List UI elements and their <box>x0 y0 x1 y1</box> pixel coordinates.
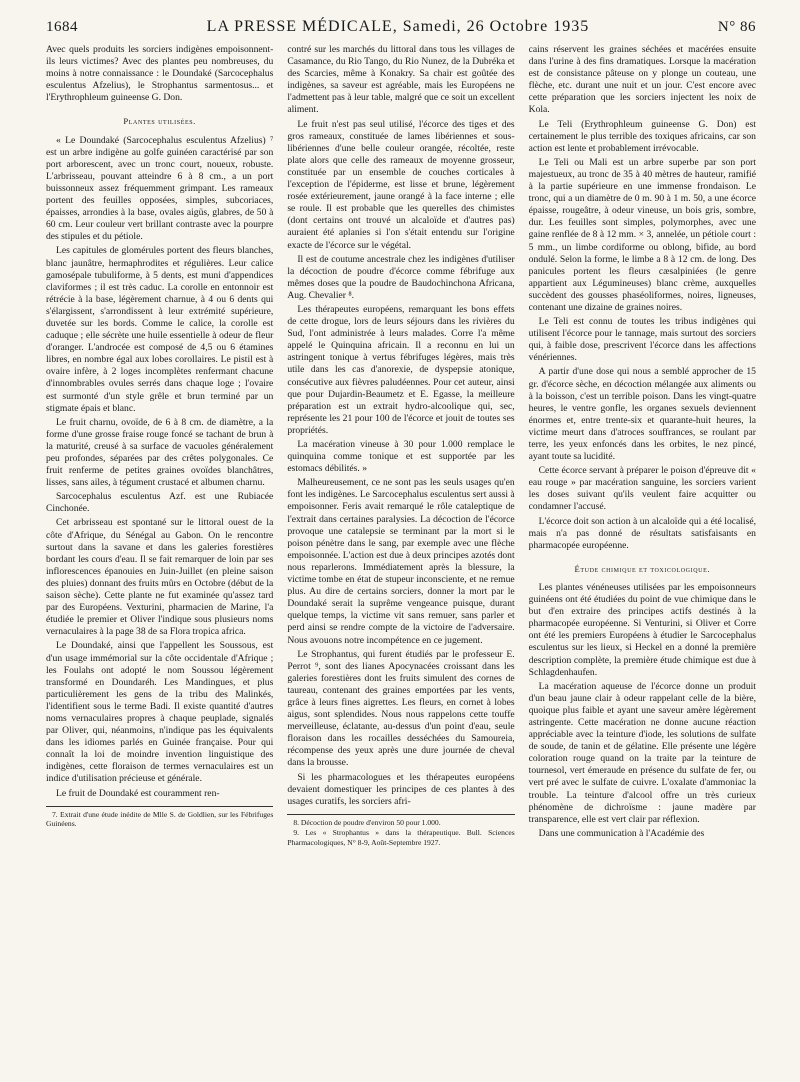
paragraph: « Le Doundaké (Sarcocephalus esculentus Afzelius) ⁷ est un arbre indigène au golfe guinéen caractérisé par son port arborescent, avec un tronc court, noueux, robuste. L'arbrisseau, pouvant atteindre 6 à 8 cm., a un port buissonneux assez fréquemment grimpant. Les rameaux portent des feuilles opposées, simples, subcoriaces, épaisses, arrondies à la base, ovales aigüs, glabres, de 50 à 60 cm. Leur couleur vert brillant contraste avec la pourpre des stipules et du pétiole. <box>46 134 274 243</box>
paragraph: La macération aqueuse de l'écorce donne un produit d'un beau jaune clair à odeur rappelant celle de la bière, quoique plus faible et ayant une saveur amère légèrement astringente. Cette macération ne donne aucune réaction appréciable avec la teinture d'iode, les solutions de sulfate de soude, de tanin et de gélatine. Elle présente une légère coloration rouge quand on la traite par la teinture de tournesol, vert émeraude en présence du sulfate de fer, ou vert pré avec le sulfate de cuivre. L'oxalate d'ammoniac la trouble. La teinture d'alcool offre un très curieux phénomène de dichroïsme : jaune madère par transparence, elle est vert clair par réflexion. <box>528 680 756 825</box>
page-number: 1684 <box>46 19 78 35</box>
paragraph: Le Teli est connu de toutes les tribus indigènes qui utilisent l'écorce pour le tannage, mais surtout des sorciers qui, à faible dose, prescrivent l'écorce dans les affections vénériennes. <box>528 316 756 364</box>
paragraph: Malheureusement, ce ne sont pas les seuls usages qu'en font les indigènes. Le Sarcocephalus esculentus sert aussi à empoisonner. Feris avait remarqué le rôle cataleptique de l'extrait dans certaines paralysies. La décoction de l'écorce provoque une catalepsie se terminant par la mort si le poison pénètre dans le sang, par exemple avec une flèche empoisonnée. L'action est due à deux principes azotés dont nous reparlerons. Immédiatement après la blessure, la victime tombe en état de stupeur inconsciente, et ne remue plus. Au dire de certains sorciers, donner la mort par le Doundaké serait la suprême vengeance puisque, durant quelque temps, la victime vit sans remuer, sans parler et perd ainsi se rendre compte de la victoire de l'adversaire. Nous avouons notre incompétence en ce jugement. <box>287 477 515 646</box>
text-columns <box>46 44 756 849</box>
footnotes <box>287 814 514 848</box>
paragraph: La macération vineuse à 30 pour 1.000 remplace le quinquina comme tonique et est supportée par les estomacs débilités. » <box>287 439 515 475</box>
footnotes <box>46 806 273 829</box>
paragraph: Cet arbrisseau est spontané sur le littoral ouest de la côte d'Afrique, du Sénégal au Gabon. On le rencontre surtout dans la savane et dans les galeries forestières bordant les cours d'eau. Il se fait remarquer de loin par ses inflorescences épanouies en Juin-Juillet (en pleine saison des pluies) donnant des fruits mûrs en Octobre (début de la saison sèche). Cette plante ne fut examinée qu'assez tard par des Européens. Vexturini, pharmacien de Marine, l'a étudiée le premier et Oliver l'indique sous plusieurs noms vernaculaires à la page 38 de sa Flora tropica africa. <box>46 517 274 638</box>
section-heading: Plantes utilisées. <box>123 116 196 127</box>
paragraph: Les plantes vénéneuses utilisées par les empoisonneurs guinéens ont été étudiées du point de vue chimique dans le but d'en extraire des principes actifs destinés à la pharmacopée européenne. Si Venturini, si Oliver et Corre ont été les premiers Européens à étudier le Sarcocephalus esculentus sur les lieux, si Heckel en a donné la première description complète, la première étude chimique est due à Schlagdenhaufen. <box>528 581 756 678</box>
paragraph: A partir d'une dose qui nous a semblé approcher de 15 gr. d'écorce sèche, en décoction mélangée aux aliments ou à la boisson, c'est un terrible poison. Dans les vingt-quatre heures, le ventre gonfle, les organes sexuels deviennent énormes et, entre trente-six et quarante-huit heures, la victime meurt dans d'atroces souffrances, se roulant par terre, les yeux enfoncés dans les orbites, le nez pincé, ayant toute sa lucidité. <box>528 366 756 463</box>
column-3 <box>529 44 756 849</box>
paragraph: L'écorce doit son action à un alcaloïde qui a été localisé, mais n'a pas donné de résultats satisfaisants en pharmacopée européenne. <box>528 515 756 551</box>
paragraph: Les capitules de glomérules portent des fleurs blanches, blanc jaunâtre, hermaphrodites et régulières. Leur calice gamosépale tubuliforme, à 5 dents, est muni d'appendices claviformes ; il est très caduc. La corolle en entonnoir est rétrécie à la base, légèrement charnue, à 4 ou 6 dents qui s'élargissent, s'arrondissent à leur extrémité supérieure, duvetée sur les bords. Comme le calice, la corolle est caduque ; elle sécrète une huile essentielle à odeur de fleur d'oranger. L'androcée est composé de 4,5 ou 6 étamines libres, en nombre égal aux lobes corollaires. Le pistil est à ovaire infère, à 2 loges incomplètes renfermant chacune d'innombrables ovules serrés dans chaque loge ; l'ovaire est surmonté d'un style grêle et brun terminé par un stigmate épais et blanc. <box>46 245 274 414</box>
paragraph: Le Strophantus, qui furent étudiés par le professeur E. Perrot ⁹, sont des lianes Apocynacées croissant dans les galeries forestières dont les fruits simulent des cornes de taureau, contenant des graines emportées par les vents, grâce à leurs fines aigrettes. Les fleurs, en cornet à lobes aigus, sont splendides. Nous nous rappelons cette touffe merveilleuse, éclatante, au-dessus d'un point d'eau, seule floraison dans les rocailles desséchées du Samoureia, récompense des yeux après une dure journée de cheval dans la brousse. <box>287 648 515 769</box>
issue-number: N° 86 <box>717 19 756 35</box>
paragraph: Dans une communication à l'Académie des <box>538 827 705 839</box>
paragraph: Sarcocephalus esculentus Azf. est une Rubiacée Cinchonée. <box>46 491 274 515</box>
paragraph: cains réservent les graines séchées et macérées ensuite dans l'urine à des fins dramatiques. Lorsque la macération est de consistance pâteuse on y plonge un couteau, une flèche, etc. durant une nuit et un jour. C'est encore avec cette préparation que les sorciers injectent les noix de Kola. <box>528 44 756 116</box>
paragraph: contré sur les marchés du littoral dans tous les villages de Casamance, du Rio Tango, du Rio Nunez, de la Dubréka et des Scarcies, même à Konakry. Sa chair est goûtée des indigènes, sa saveur est agréable, mais les Européens ne l'admettent pas à leur table, malgré que ce soit un excellent aliment. <box>287 44 515 116</box>
journal-title: LA PRESSE MÉDICALE, Samedi, 26 Octobre 1935 <box>206 18 590 35</box>
footnote: 7. Extrait d'une étude inédite de Mlle S. de Goldlien, sur les Fébrifuges Guinéens. <box>46 809 274 829</box>
paragraph: Le fruit charnu, ovoïde, de 6 à 8 cm. de diamètre, a la forme d'une grosse fraise rouge foncé se tachant de brun à la maturité, creusé à sa surface de vacuoles généralement peu profondes, séparées par des crêtes polygonales. Ce fruit renferme de petites graines ovoïdes blanchâtres, lisses, sans ailes, à tégument crustacé et albumen charnu. <box>46 416 274 489</box>
footnote: 8. Décoction de poudre d'environ 50 pour 1.000. <box>293 817 441 827</box>
section-heading: Étude chimique et toxicologique. <box>574 563 711 574</box>
column-1 <box>46 44 273 849</box>
column-2 <box>287 44 514 849</box>
paragraph: Il est de coutume ancestrale chez les indigènes d'utiliser la décoction de poudre d'écorce comme fébrifuge aux mêmes doses que la poudre de Baudochinchona Africana, Aug. Chevalier ⁸. <box>287 253 515 301</box>
paragraph: Cette écorce servant à préparer le poison d'épreuve dit « eau rouge » par macération sanguine, les sorciers varient les doses suivant qu'ils veulent faire acquitter ou condamner l'accusé. <box>528 465 756 513</box>
footnote: 9. Les « Strophantus » dans la thérapeutique. Bull. Sciences Pharmacologiques, N° 8-9, Août-Septembre 1927. <box>287 828 515 847</box>
paragraph: Le fruit n'est pas seul utilisé, l'écorce des tiges et des gros rameaux, constituée de lames libériennes et sous-libériennes d'une belle couleur orangée, récoltée, reste plate alors que celle des rameaux de moyenne grosseur, constituée par un ensemble de couches corticales à l'exception de l'épiderme, est lisse et brune, légèrement rosée extérieurement, jaune orangé à la face interne ; elle se roule. Il est probable que les querelles des chimistes (dont certains ont trouvé un alcaloïde et d'autres pas) auraient été aplanies si l'on s'était entendu sur l'origine exacte de l'écorce sur le végétal. <box>287 118 515 251</box>
paragraph: Les thérapeutes européens, remarquant les bons effets de cette drogue, lors de leurs séjours dans les rivières du Sud, l'ont administrée à leurs malades. Corre l'a même appelé le Quinquina africain. Il a reconnu en lui un astringent tonique à vertus fébrifuges légères, mais très utile dans les cas d'anorexie, de dyspepsie atonique, consécutive aux fièvres paludéennes. Pour cet auteur, ainsi que pour Dujardin-Beaumetz et E. Egasse, la meilleure préparation est un extrait hydro-alcoolique qui, sec, représente les 21 pour 100 de l'écorce et jouit de toutes ses propriétés. <box>287 303 515 436</box>
paragraph: Le Teli ou Mali est un arbre superbe par son port majestueux, au tronc de 35 à 40 mètres de hauteur, ramifié à la partie supérieure en une immense frondaison. Le tronc, qui a un diamètre de 0 m. 90 à 1 m. 50, a une écorce épaisse, rougeâtre, à odeur vineuse, un bois gris, sombre, dur. Les feuilles sont simples, polymorphes, avec une gaine renflée de 8 à 12 mm. × 3, annelée, un pétiole court : 5 mm., un limbe cordiforme ou oblong, bifide, au bord ondulé. Selon la forme, le limbe a 8 à 12 cm. de long. Des panicules portent les fleurs cæsalpiniées (le genre appartient aux Légumineuses) blanc crème, auxquelles succèdent des gousses phaséoliformes, noires, ligneuses, contenant une dizaine de graines noires. <box>528 156 756 313</box>
intro-paragraph: Avec quels produits les sorciers indigènes empoisonnent-ils leurs victimes? Avec des plantes peu nombreuses, du moins à notre connaissance : le Doundaké (Sarcocephalus esculentus Afzelius), le Strophantus sarmentosus... et l'Erythrophleum guineense G. Don. <box>46 44 274 104</box>
paragraph: Le Doundaké, ainsi que l'appellent les Soussous, est d'un usage immémorial sur la côte occidentale d'Afrique ; les Foulahs ont adopté le nom Soussou légèrement transformé en Doundaréh. Les Mandingues, et plus particulièrement les gens de la tribu des Malinkés, l'identifient sous le terme Badi. Il existe quantité d'autres noms vernaculaires propres à chaque peuplade, signalés par Oliver, qui, néanmoins, n'indique pas les équivalents dans les idiomes parlés en Guinée française. Pour qui connaît la loi de moindre invention linguistique des indigènes, cette floraison de termes vernaculaires est un indice d'utilisation précieuse et générale. <box>46 640 274 785</box>
page-header <box>46 18 756 44</box>
paragraph: Le fruit de Doundaké est couramment ren- <box>56 787 220 799</box>
paragraph: Le Teli (Erythrophleum guineense G. Don) est certainement le plus terrible des toxiques africains, car son action est lente et probablement irrévocable. <box>528 118 756 154</box>
paragraph: Si les pharmacologues et les thérapeutes européens devaient domestiquer les principes de ces plantes à des usages curatifs, les sorciers afri- <box>287 771 515 807</box>
